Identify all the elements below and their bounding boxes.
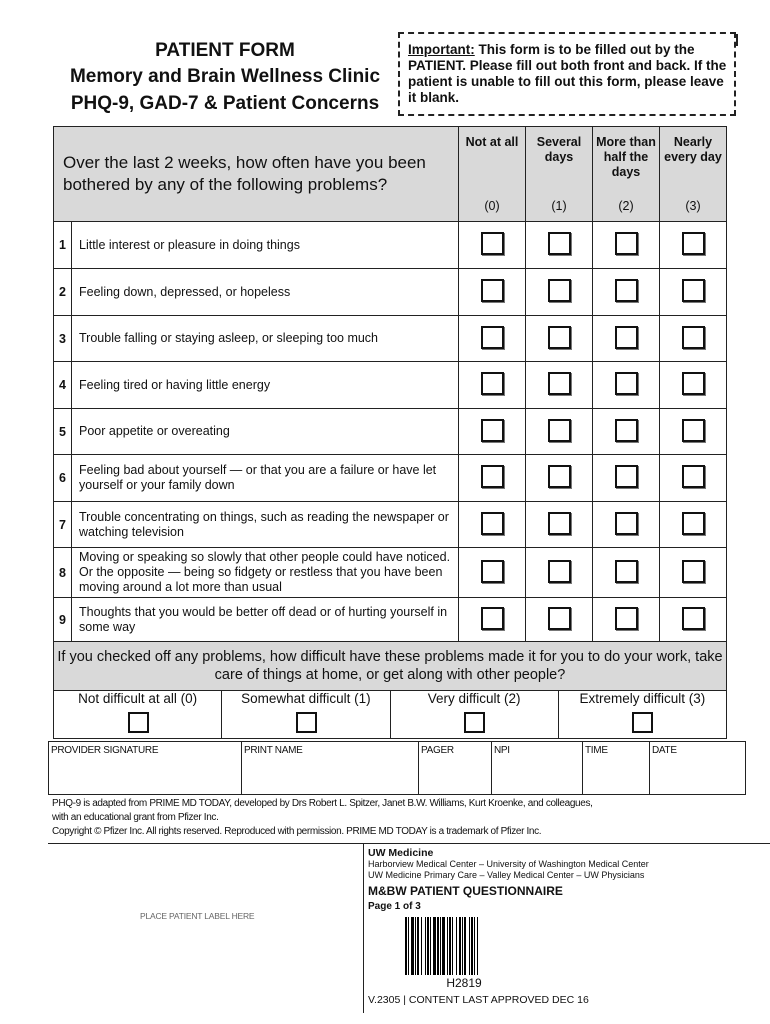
answer-cell[interactable] xyxy=(526,316,593,362)
checkbox[interactable] xyxy=(615,465,638,488)
pager-field[interactable]: PAGER xyxy=(419,742,492,795)
checkbox[interactable] xyxy=(481,419,504,442)
checkbox[interactable] xyxy=(615,279,638,302)
barcode-bar xyxy=(440,917,441,975)
answer-cell[interactable] xyxy=(593,362,660,409)
answer-cell[interactable] xyxy=(660,316,727,362)
npi-field[interactable]: NPI xyxy=(492,742,583,795)
answer-cell[interactable] xyxy=(593,598,660,642)
answer-cell[interactable] xyxy=(593,455,660,502)
answer-cell[interactable] xyxy=(660,502,727,548)
corner-mark xyxy=(736,34,738,46)
difficulty-option-1[interactable]: Somewhat difficult (1) xyxy=(221,691,389,738)
checkbox[interactable] xyxy=(615,372,638,395)
time-field[interactable]: TIME xyxy=(583,742,650,795)
form-title: PATIENT FORM xyxy=(155,40,295,61)
item-text: Moving or speaking so slowly that other people could have noticed. Or the opposite — being so fidgety or restless that you have been moving around a lot more than usual xyxy=(72,548,459,598)
barcode-bar xyxy=(452,917,453,975)
answer-cell[interactable] xyxy=(593,409,660,455)
answer-cell[interactable] xyxy=(593,269,660,316)
phq-item-row xyxy=(54,316,727,362)
version-info: V.2305 | CONTENT LAST APPROVED DEC 16 xyxy=(368,994,589,1006)
item-number: 8 xyxy=(54,548,72,598)
barcode-bar xyxy=(405,917,407,975)
barcode-bar xyxy=(449,917,451,975)
checkbox[interactable] xyxy=(615,512,638,535)
item-text: Feeling bad about yourself — or that you are a failure or have let yourself or your family down xyxy=(72,455,459,502)
answer-cell[interactable] xyxy=(526,362,593,409)
checkbox[interactable] xyxy=(548,232,571,255)
barcode-bar xyxy=(442,917,445,975)
answer-cell[interactable] xyxy=(459,362,526,409)
checkbox[interactable] xyxy=(481,512,504,535)
barcode-bar xyxy=(425,917,426,975)
answer-cell[interactable] xyxy=(459,409,526,455)
phq-item-row xyxy=(54,269,727,316)
barcode-bar xyxy=(456,917,457,975)
checkbox[interactable] xyxy=(548,326,571,349)
col-header-2: More than half the days (2) xyxy=(593,127,660,222)
item-text: Little interest or pleasure in doing things xyxy=(72,222,459,269)
checkbox[interactable] xyxy=(682,232,705,255)
checkbox[interactable] xyxy=(615,232,638,255)
answer-cell[interactable] xyxy=(459,222,526,269)
barcode-bar xyxy=(417,917,419,975)
answer-cell[interactable] xyxy=(459,502,526,548)
barcode-bar xyxy=(477,917,478,975)
item-number: 2 xyxy=(54,269,72,316)
divider xyxy=(363,843,364,1013)
important-notice xyxy=(398,32,736,116)
checkbox[interactable] xyxy=(481,607,504,630)
barcode-bar xyxy=(469,917,470,975)
col-header-1: Several days (1) xyxy=(526,127,593,222)
divider xyxy=(48,843,770,844)
answer-cell[interactable] xyxy=(660,548,727,598)
answer-cell[interactable] xyxy=(660,362,727,409)
date-field[interactable]: DATE xyxy=(650,742,746,795)
checkbox[interactable] xyxy=(296,712,317,733)
answer-cell[interactable] xyxy=(593,548,660,598)
signature-table xyxy=(48,741,746,795)
answer-cell[interactable] xyxy=(526,222,593,269)
answer-cell[interactable] xyxy=(459,316,526,362)
item-text: Thoughts that you would be better off dead or of hurting yourself in some way xyxy=(72,598,459,642)
answer-cell[interactable] xyxy=(660,455,727,502)
checkbox[interactable] xyxy=(481,326,504,349)
phq-item-row xyxy=(54,222,727,269)
phq-question: Over the last 2 weeks, how often have you been bothered by any of the following problems? xyxy=(54,127,459,222)
clinic-name: Memory and Brain Wellness Clinic xyxy=(69,66,381,87)
answer-cell[interactable] xyxy=(593,502,660,548)
checkbox[interactable] xyxy=(481,372,504,395)
barcode-number: H2819 xyxy=(446,976,482,990)
checkbox[interactable] xyxy=(481,279,504,302)
print-name-field[interactable]: PRINT NAME xyxy=(242,742,419,795)
phq-item-row xyxy=(54,598,727,642)
answer-cell[interactable] xyxy=(526,409,593,455)
item-text: Trouble falling or staying asleep, or sleeping too much xyxy=(72,316,459,362)
checkbox[interactable] xyxy=(548,372,571,395)
checkbox[interactable] xyxy=(548,560,571,583)
item-number: 3 xyxy=(54,316,72,362)
barcode-bar xyxy=(447,917,448,975)
checkbox[interactable] xyxy=(682,512,705,535)
difficulty-option-0[interactable]: Not difficult at all (0) xyxy=(54,691,221,738)
item-number: 5 xyxy=(54,409,72,455)
barcode-bar xyxy=(437,917,439,975)
answer-cell[interactable] xyxy=(660,598,727,642)
item-text: Trouble concentrating on things, such as reading the newspaper or watching television xyxy=(72,502,459,548)
col-header-3: Nearly every day (3) xyxy=(660,127,727,222)
barcode-bar xyxy=(464,917,466,975)
org-block: UW Medicine Harborview Medical Center – University of Washington Medical Center UW Medicine Primary Care – Valley Medical Center – UW Physicians xyxy=(368,847,649,880)
answer-cell[interactable] xyxy=(660,409,727,455)
barcode-bar xyxy=(433,917,436,975)
page-number: Page 1 of 3 xyxy=(368,901,421,912)
checkbox[interactable] xyxy=(481,465,504,488)
answer-cell[interactable] xyxy=(526,455,593,502)
notice-lead: Important: xyxy=(408,42,475,57)
difficulty-option-3[interactable]: Extremely difficult (3) xyxy=(558,691,726,738)
barcode xyxy=(405,917,523,975)
answer-cell[interactable] xyxy=(526,598,593,642)
phq9-table xyxy=(53,126,727,739)
checkbox[interactable] xyxy=(464,712,485,733)
checkbox[interactable] xyxy=(615,560,638,583)
checkbox[interactable] xyxy=(481,560,504,583)
col-header-0: Not at all (0) xyxy=(459,127,526,222)
checkbox[interactable] xyxy=(548,512,571,535)
difficulty-option-2[interactable]: Very difficult (2) xyxy=(390,691,558,738)
checkbox[interactable] xyxy=(682,326,705,349)
checkbox[interactable] xyxy=(548,279,571,302)
checkbox[interactable] xyxy=(682,560,705,583)
checkbox[interactable] xyxy=(682,465,705,488)
barcode-bar xyxy=(459,917,461,975)
barcode-bar xyxy=(408,917,409,975)
checkbox[interactable] xyxy=(682,279,705,302)
item-number: 6 xyxy=(54,455,72,502)
item-text: Feeling down, depressed, or hopeless xyxy=(72,269,459,316)
checkbox[interactable] xyxy=(615,419,638,442)
provider-signature-field[interactable]: PROVIDER SIGNATURE xyxy=(49,742,242,795)
item-number: 7 xyxy=(54,502,72,548)
patient-label-area: PLACE PATIENT LABEL HERE xyxy=(140,911,255,921)
item-number: 4 xyxy=(54,362,72,409)
answer-cell[interactable] xyxy=(593,316,660,362)
checkbox[interactable] xyxy=(548,465,571,488)
questionnaire-title: M&BW PATIENT QUESTIONNAIRE xyxy=(368,884,563,898)
item-number: 9 xyxy=(54,598,72,642)
item-text: Feeling tired or having little energy xyxy=(72,362,459,409)
phq-item-row xyxy=(54,409,727,455)
item-number: 1 xyxy=(54,222,72,269)
difficulty-options xyxy=(54,691,726,738)
phq-item-row xyxy=(54,362,727,409)
checkbox[interactable] xyxy=(615,326,638,349)
checkbox[interactable] xyxy=(682,372,705,395)
difficulty-question: If you checked off any problems, how difficult have these problems made it for you to do your work, take care of things at home, or get along with other people? xyxy=(54,642,727,691)
answer-cell[interactable] xyxy=(593,222,660,269)
form-subtitle: PHQ-9, GAD-7 & Patient Concerns xyxy=(70,93,380,114)
copyright-credit: PHQ-9 is adapted from PRIME MD TODAY, developed by Drs Robert L. Spitzer, Janet B.W. Williams, Kurt Kroenke, and colleagues, with an educational grant from Pfizer Inc. Copyright © Pfizer Inc. All rights reserved. Reproduced with permission. PRIME MD TODAY is a trademark of Pfizer Inc. xyxy=(52,798,593,837)
answer-cell[interactable] xyxy=(459,598,526,642)
barcode-bar xyxy=(427,917,429,975)
phq-item-row xyxy=(54,502,727,548)
answer-cell[interactable] xyxy=(459,269,526,316)
checkbox[interactable] xyxy=(632,712,653,733)
barcode-bar xyxy=(471,917,473,975)
notice-text: This form is to be filled out by the PATIENT. Please fill out both front and back. If the patient is unable to fill out this form, please leave it blank. xyxy=(408,42,727,105)
answer-cell[interactable] xyxy=(660,222,727,269)
barcode-bar xyxy=(415,917,416,975)
answer-cell[interactable] xyxy=(526,502,593,548)
checkbox[interactable] xyxy=(682,607,705,630)
checkbox[interactable] xyxy=(128,712,149,733)
checkbox[interactable] xyxy=(615,607,638,630)
item-text: Poor appetite or overeating xyxy=(72,409,459,455)
answer-cell[interactable] xyxy=(660,269,727,316)
barcode-bar xyxy=(411,917,414,975)
answer-cell[interactable] xyxy=(526,269,593,316)
answer-cell[interactable] xyxy=(459,455,526,502)
barcode-bar xyxy=(462,917,463,975)
phq-item-row xyxy=(54,455,727,502)
phq-item-row xyxy=(54,548,727,598)
barcode-bar xyxy=(421,917,422,975)
answer-cell[interactable] xyxy=(526,548,593,598)
checkbox[interactable] xyxy=(548,607,571,630)
barcode-bar xyxy=(474,917,475,975)
answer-cell[interactable] xyxy=(459,548,526,598)
checkbox[interactable] xyxy=(682,419,705,442)
checkbox[interactable] xyxy=(548,419,571,442)
checkbox[interactable] xyxy=(481,232,504,255)
org-name: UW Medicine xyxy=(368,847,434,859)
barcode-bar xyxy=(430,917,431,975)
